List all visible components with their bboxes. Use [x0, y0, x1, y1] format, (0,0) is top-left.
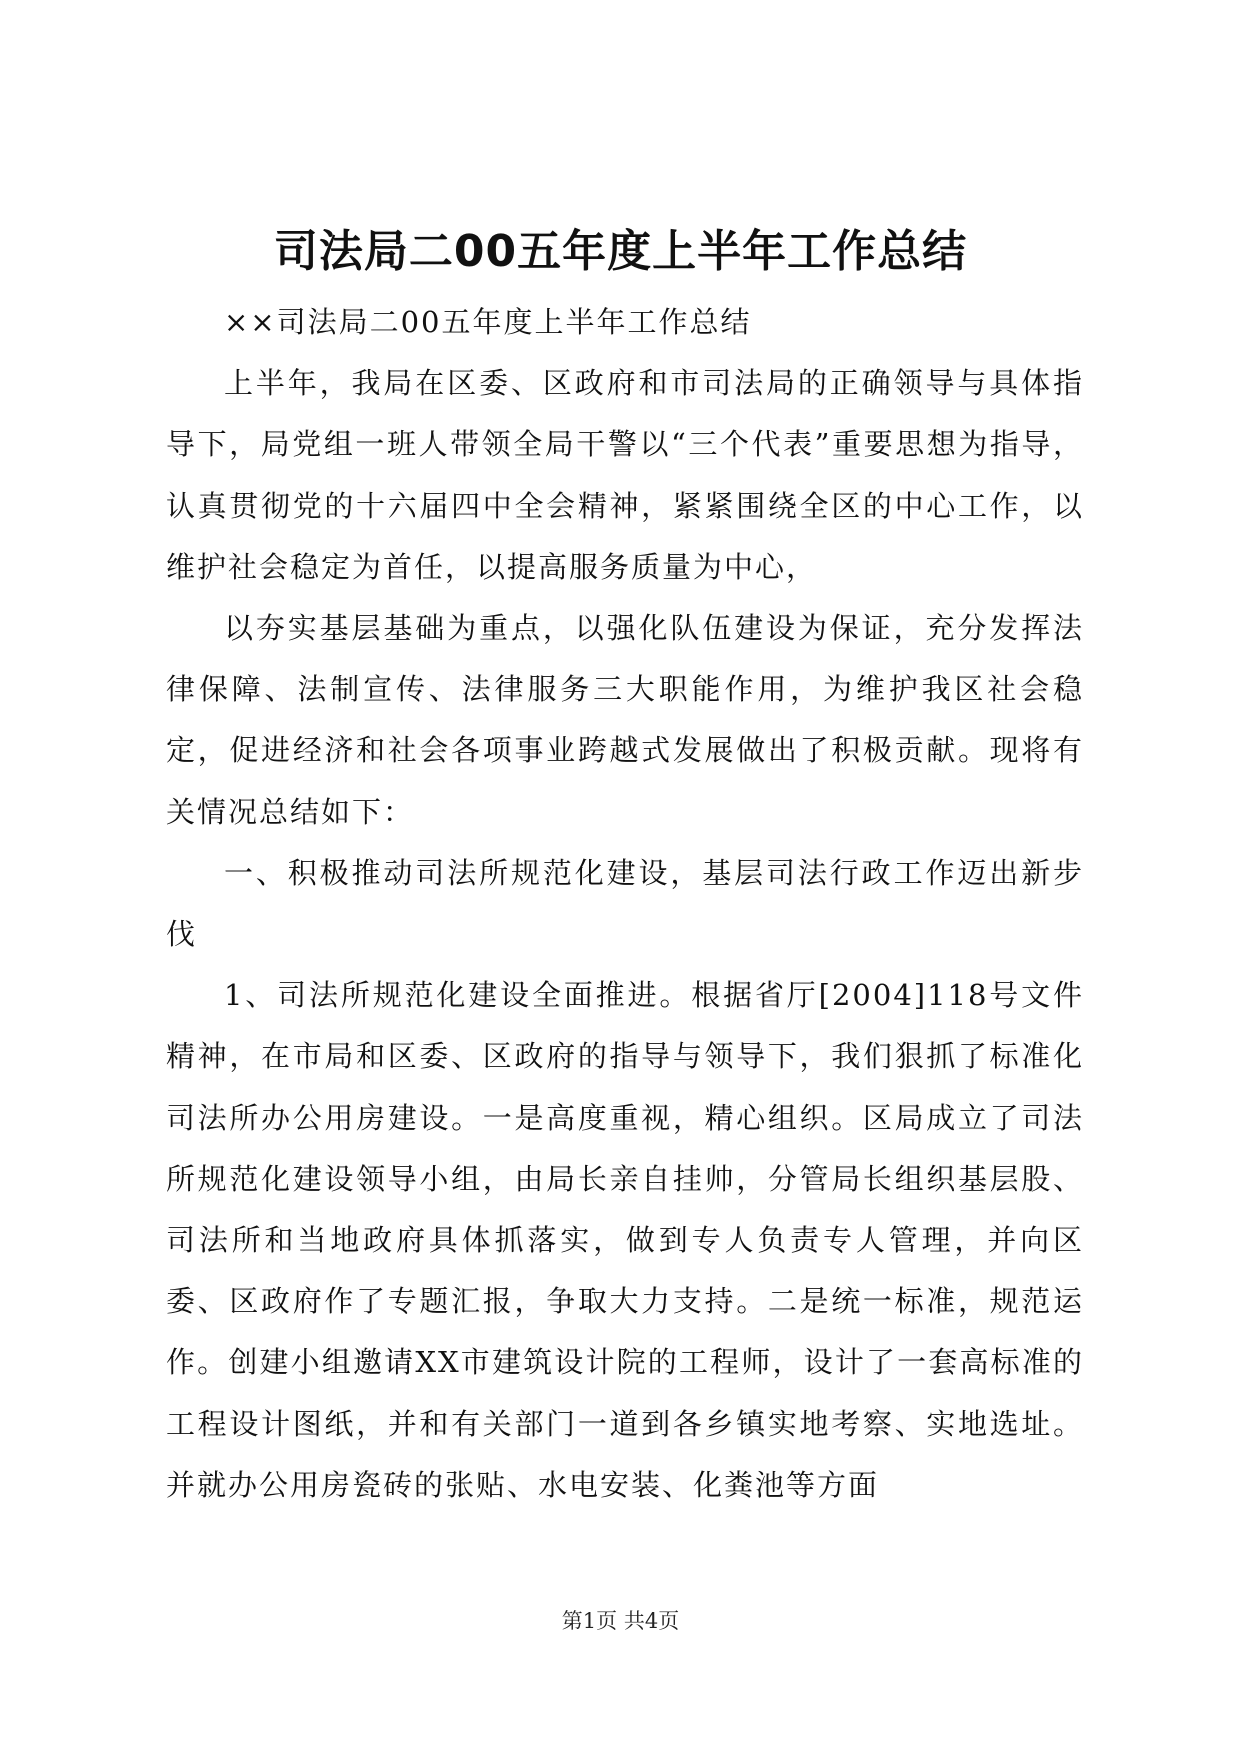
- body-paragraph: 1、司法所规范化建设全面推进。根据省厅[2004]118号文件精神，在市局和区委、区政府的指导与领导下，我们狠抓了标准化司法所办公用房建设。一是高度重视，精心组织。区局成立了司法所规范化建设领导小组，由局长亲自挂帅，分管局长组织基层股、司法所和当地政府具体抓落实，做到专人负责专人管理，并向区委、区政府作了专题汇报，争取大力支持。二是统一标准，规范运作。创建小组邀请XX市建筑设计院的工程师，设计了一套高标准的工程设计图纸，并和有关部门一道到各乡镇实地考察、实地选址。并就办公用房瓷砖的张贴、水电安装、化粪池等方面: [166, 978, 1084, 1502]
- document-title: 司法局二00五年度上半年工作总结: [273, 226, 968, 277]
- body-paragraph: 以夯实基层基础为重点，以强化队伍建设为保证，充分发挥法律保障、法制宣传、法律服务三大职能作用，为维护我区社会稳定，促进经济和社会各项事业跨越式发展做出了积极贡献。现将有关情况总结如下：: [166, 611, 1084, 829]
- subtitle-paragraph: ××司法局二00五年度上半年工作总结: [224, 305, 752, 339]
- page-number: 第1页 共4页: [561, 1609, 680, 1633]
- document-body: [166, 292, 1084, 1516]
- section-heading: 一、积极推动司法所规范化建设，基层司法行政工作迈出新步伐: [166, 855, 1084, 952]
- body-paragraph: 上半年，我局在区委、区政府和市司法局的正确领导与具体指导下，局党组一班人带领全局干警以“三个代表”重要思想为指导，认真贯彻党的十六届四中全会精神，紧紧围绕全区的中心工作，以维护社会稳定为首任，以提高服务质量为中心，: [166, 366, 1084, 584]
